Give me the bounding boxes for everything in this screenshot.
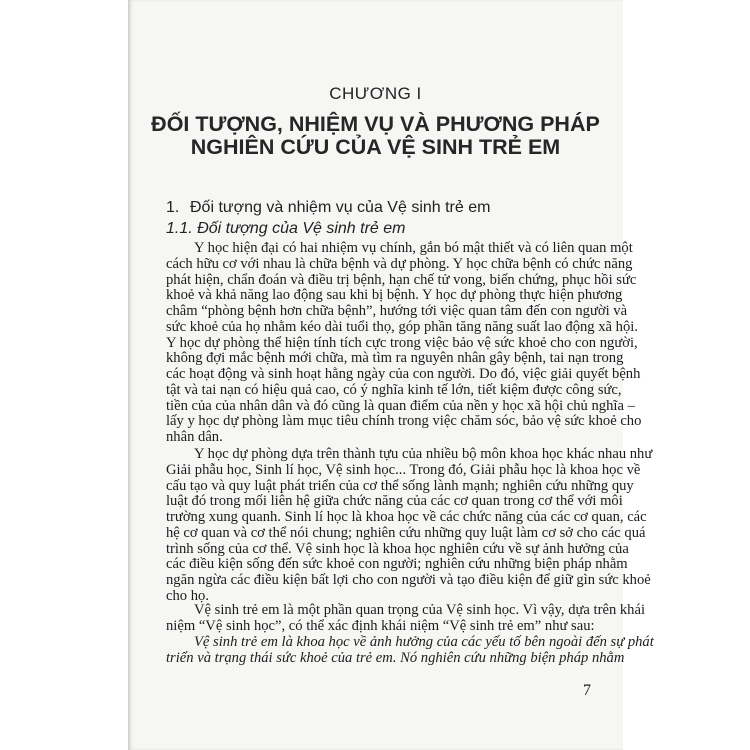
paragraph-2 bbox=[166, 446, 653, 605]
chapter-title-line-1: ĐỐI TƯỢNG, NHIỆM VỤ VÀ PHƯƠNG PHÁP bbox=[151, 112, 600, 136]
text-line: châm “phòng bệnh hơn chữa bệnh”, hướng tới việc quan tâm đến con người và bbox=[166, 303, 628, 319]
text-line: Vệ sinh trẻ em là một phần quan trọng của Vệ sinh học. Vì vậy, dựa trên khái bbox=[194, 602, 646, 618]
section-number: 1. bbox=[166, 199, 180, 216]
text-line: niệm “Vệ sinh học”, có thể xác định khái niệm “Vệ sinh trẻ em” như sau: bbox=[166, 617, 595, 634]
subsection-heading: 1.1. Đối tượng của Vệ sinh trẻ em bbox=[166, 220, 406, 237]
text-line: ngăn ngừa các điều kiện bất lợi cho con người và tạo điều kiện để giữ gìn sức khoẻ bbox=[166, 572, 651, 588]
text-line: nhân dân. bbox=[166, 429, 223, 445]
text-line: Y học hiện đại có hai nhiệm vụ chính, gắn bó mật thiết và có liên quan một bbox=[194, 240, 633, 256]
text-line: sức khoẻ của họ nhằm kéo dài tuổi thọ, góp phần tăng năng suất lao động xã hội. bbox=[166, 318, 638, 335]
text-line: trình sống của cơ thể. Vệ sinh học là khoa học nghiên cứu về sự ảnh hưởng của bbox=[166, 540, 629, 557]
chapter-title-line-2: NGHIÊN CỨU CỦA VỆ SINH TRẺ EM bbox=[190, 135, 561, 159]
text-line: cách hữu cơ với nhau là chữa bệnh và dự phòng. Y học chữa bệnh có chức năng bbox=[166, 255, 633, 272]
book-page bbox=[128, 0, 654, 750]
text-line: luật đó trong mối liên hệ giữa chức năng của các cơ quan trong cơ thể với môi bbox=[166, 493, 623, 510]
text-line: phát hiện, chẩn đoán và điều trị bệnh, hạn chế tử vong, biến chứng, phục hồi sức bbox=[166, 271, 637, 288]
text-line: Y học dự phòng dựa trên thành tựu của nhiều bộ môn khoa học khác nhau như bbox=[194, 446, 653, 462]
text-line: các hoạt động và sinh hoạt hằng ngày của con người. Do đó, việc giải quyết bệnh bbox=[166, 366, 641, 382]
text-line: cho họ. bbox=[166, 587, 209, 604]
text-line: tật và tai nạn có hiệu quả cao, có ý nghĩa kinh tế lớn, tiết kiệm được công sức, bbox=[166, 381, 622, 398]
text-line: Vệ sinh trẻ em là khoa học về ảnh hưởng của các yếu tố bên ngoài đến sự phát bbox=[194, 634, 654, 650]
section-heading bbox=[166, 199, 490, 217]
text-line: khoẻ và khả năng lao động sau khi bị bệnh. Y học dự phòng thực hiện phương bbox=[166, 287, 623, 304]
text-line: các điều kiện sống đến sức khoẻ con người; nghiên cứu những biện pháp nhằm bbox=[166, 556, 628, 573]
text-line: tiền của của nhân dân và đó cũng là quan điểm của nền y học xã hội chủ nghĩa – bbox=[166, 397, 635, 414]
page-number: 7 bbox=[583, 682, 591, 699]
text-line: không đợi mắc bệnh mới chữa, mà tìm ra nguyên nhân gây bệnh, tai nạn trong bbox=[166, 350, 624, 367]
text-line: Giải phẫu học, Sinh lí học, Vệ sinh học... Trong đó, Giải phẫu học là khoa học về bbox=[166, 461, 641, 478]
text-line: trường xung quanh. Sinh lí học là khoa học về các chức năng của các cơ quan, các bbox=[166, 509, 647, 525]
definition-paragraph bbox=[166, 634, 654, 667]
text-line: lấy y học dự phòng làm mục tiêu chính trong việc chăm sóc, bảo vệ sức khoẻ cho bbox=[166, 413, 642, 430]
text-line: triển và trạng thái sức khoẻ của trẻ em. Nó nghiên cứu những biện pháp nhằm bbox=[166, 649, 625, 666]
paragraph-3 bbox=[166, 602, 646, 635]
text-line: cấu tạo và quy luật phát triển của cơ thể sống lành mạnh; nghiên cứu những quy bbox=[166, 477, 634, 494]
chapter-label: CHƯƠNG I bbox=[329, 84, 422, 103]
section-title: Đối tượng và nhiệm vụ của Vệ sinh trẻ em bbox=[190, 199, 491, 216]
text-line: Y học dự phòng thể hiện tính tích cực trong việc bảo vệ sức khoẻ cho con người, bbox=[166, 334, 638, 351]
text-line: hệ cơ quan và cơ thể nói chung; nghiên cứu những quy luật làm cơ sở cho các quá bbox=[166, 524, 646, 541]
paragraph-1 bbox=[166, 240, 642, 446]
